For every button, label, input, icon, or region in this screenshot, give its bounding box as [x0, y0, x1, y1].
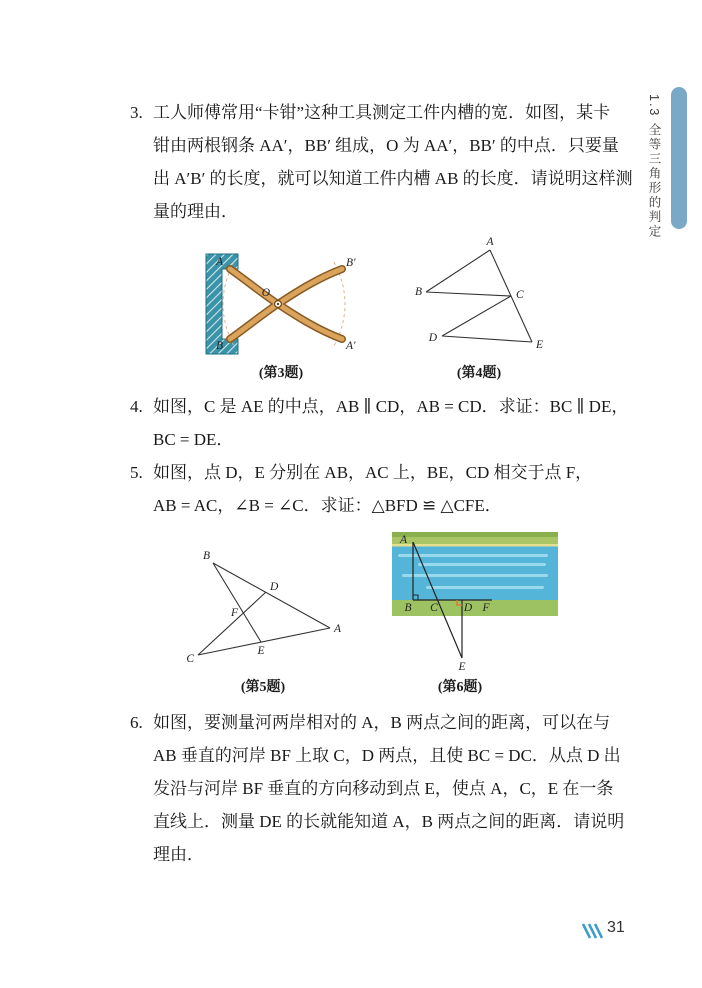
point-label-b: B	[414, 286, 422, 298]
figure-5-lines	[198, 563, 330, 655]
point-label-b: B	[404, 602, 412, 614]
far-bank-trees	[392, 532, 558, 537]
figure-6-caption: (第6题)	[437, 680, 483, 695]
figure-5-caption: (第5题)	[240, 680, 286, 695]
point-label-d: D	[463, 602, 473, 614]
problem-4-number: 4.	[130, 397, 143, 416]
point-label-a: A	[215, 256, 223, 268]
page-marker-icon	[580, 922, 604, 940]
point-label-c: C	[516, 289, 524, 301]
point-label-a: A	[334, 623, 342, 635]
point-label-d: D	[428, 332, 437, 344]
point-label-a: A	[399, 534, 407, 546]
point-label-f: F	[230, 607, 238, 619]
problem-3-line-2: 钳由两根钢条 AA′，BB′ 组成，O 为 AA′，BB′ 的中点．只要量	[153, 136, 619, 155]
problem-6-number: 6.	[130, 713, 143, 732]
problem-5-number: 5.	[130, 463, 143, 482]
near-bank	[392, 600, 558, 616]
problem-6-line-5: 理由．	[153, 845, 204, 864]
problem-4	[130, 390, 673, 456]
page-number: 31	[607, 919, 625, 936]
problem-4-line-1: 如图，C 是 AE 的中点，AB ∥ CD，AB = CD．求证：BC ∥ DE，	[153, 397, 629, 416]
problem-6	[130, 706, 673, 871]
far-bank-shore	[392, 544, 558, 547]
section-tab-label: 1.3 全等三角形的判定	[647, 94, 661, 239]
problem-5	[130, 456, 673, 522]
problem-3-line-1: 工人师傅常用“卡钳”这种工具测定工件内槽的宽．如图，某卡	[153, 103, 611, 122]
figure-6-river-diagram	[390, 530, 560, 673]
point-label-a: A	[486, 236, 494, 248]
problem-3-number: 3.	[130, 103, 143, 122]
problem-3-line-4: 量的理由．	[153, 202, 238, 221]
problem-3	[130, 96, 673, 228]
problem-6-line-2: AB 垂直的河岸 BF 上取 C，D 两点，且使 BC = DC．从点 D 出	[153, 746, 621, 765]
point-label-b: B	[215, 340, 223, 352]
problem-6-line-3: 发沿与河岸 BF 垂直的方向移动到点 E，使点 A，C，E 在一条	[153, 779, 614, 798]
pivot-pin-center	[277, 303, 279, 305]
point-label-a-prime: A′	[346, 340, 356, 352]
point-label-b-prime: B′	[346, 257, 356, 269]
figure-4-diagram	[412, 236, 546, 356]
problem-4-line-2: BC = DE．	[153, 430, 234, 449]
point-label-c: C	[186, 653, 194, 665]
problem-5-line-1: 如图，点 D，E 分别在 AB，AC 上，BE，CD 相交于点 F，	[153, 463, 593, 482]
point-label-e: E	[458, 661, 466, 673]
problem-6-line-4: 直线上．测量 DE 的长就能知道 A，B 两点之间的距离．请说明	[153, 812, 625, 831]
problem-6-line-1: 如图，要测量河两岸相对的 A，B 两点之间的距离，可以在与	[153, 713, 611, 732]
point-label-c: C	[430, 602, 438, 614]
figure-3-caliper-diagram	[196, 248, 366, 360]
problem-3-line-3: 出 A′B′ 的长度，就可以知道工件内槽 AB 的长度．请说明这样测	[153, 169, 633, 188]
point-label-b: B	[202, 550, 210, 562]
point-label-e: E	[536, 339, 544, 351]
point-label-f: F	[482, 602, 490, 614]
figure-3-caption: (第3题)	[258, 366, 304, 381]
point-label-d: D	[270, 581, 279, 593]
point-label-e: E	[257, 645, 265, 657]
problem-5-line-2: AB = AC，∠B = ∠C．求证：△BFD ≌ △CFE．	[153, 496, 502, 515]
figure-5-diagram	[183, 548, 343, 670]
point-label-o: O	[261, 287, 270, 299]
section-tab-bar	[671, 87, 687, 229]
figure-4-caption: (第4题)	[456, 366, 502, 381]
